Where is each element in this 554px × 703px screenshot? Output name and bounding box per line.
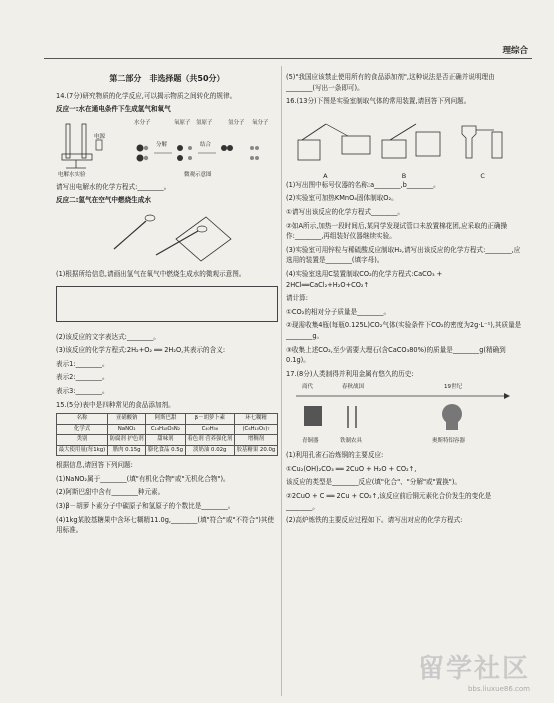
- q16-c1: ①CO₂的相对分子质量是________。: [286, 307, 391, 316]
- table-cell: C₄₀H₅₆: [185, 424, 234, 435]
- apparatus-label-a: A: [323, 172, 328, 181]
- table-cell: C₁₄H₁₈O₅N₂: [146, 424, 185, 435]
- part-title: 第二部分 非选择题（共50分）: [109, 74, 225, 83]
- apparatus-diagram: [286, 110, 522, 166]
- q16-s2b: ②如A所示,加热一段时间后,某同学发现试管口未放置棉花团,应采取的正确操作:________,再组装好仪器继续实验。: [286, 221, 508, 241]
- table-cell: (C₆H₁₀O₅)₇: [234, 424, 277, 435]
- subject-header: 理综合: [502, 46, 528, 56]
- table-cell: 膨化食品 0.5g: [146, 445, 185, 456]
- electrolysis-figure: [56, 118, 278, 178]
- q14-sub1: (1)根据所给信息,请画出氢气在氧气中燃烧生成水的微观示意图。: [56, 269, 246, 278]
- q17-stem: 17.(8分)人类制得并利用金属有悠久的历史:: [286, 369, 414, 378]
- q15-a1: (1)NaNO₂属于________(填"有机化合物"或"无机化合物")。: [56, 474, 230, 483]
- q15-intro: 根据信息,请回答下列问题:: [56, 461, 133, 470]
- fig-step-decompose: 分解: [156, 141, 168, 148]
- timeline-item-al: 奥斯特铝容器: [432, 438, 466, 445]
- table-row: [57, 424, 278, 435]
- watermark: [418, 648, 530, 693]
- fig-label-h-atom: 氢原子: [196, 119, 213, 126]
- table-cell: 甜味剂: [146, 435, 185, 446]
- q15-a2: (2)阿斯巴甜中含有________种元素。: [56, 488, 165, 497]
- fig-label-o-atom: 氧原子: [174, 119, 191, 126]
- q16-s2: (2)实验室可加热KMnO₄固体制取O₂。: [286, 194, 398, 203]
- table-cell: 化学式: [57, 424, 108, 435]
- timeline-shang: 商代: [302, 384, 314, 391]
- additive-table: [56, 413, 278, 456]
- q14-reaction-two: 反应二:氢气在空气中燃烧生成水: [56, 196, 151, 205]
- q14-reaction-one: 反应一:水在通电条件下生成氢气和氧气: [56, 105, 171, 114]
- q16-s4: (4)实验室选用C装置制取CO₂的化学方程式:CaCO₃ + 2HCl══CaCl₂+H₂O+CO₂↑: [286, 269, 443, 289]
- q14-meaning-2: 表示2:________。: [56, 373, 109, 382]
- q14-sub3: (3)该反应的化学方程式:2H₂+O₂ ══ 2H₂O,其表示的含义:: [56, 346, 226, 355]
- q14-meaning-3: 表示3:________。: [56, 386, 109, 395]
- q14-sub2: (2)该反应的文字表达式:________。: [56, 332, 160, 341]
- table-cell: 名称: [57, 414, 108, 425]
- table-cell: 防腐剂 护色剂: [108, 435, 146, 446]
- table-row: [57, 414, 278, 425]
- table-cell: 环七糊精: [234, 414, 277, 425]
- table-cell: 阿斯巴甜: [146, 414, 185, 425]
- table-cell: 淡奶油 0.02g: [185, 445, 234, 456]
- q16-s3: (3)实验室可用锌粒与稀硫酸反应制取H₂,请写出该反应的化学方程式:________,应选用的装置是________(填字母)。: [286, 245, 521, 265]
- fig-left-caption: 电解水实验: [58, 171, 86, 178]
- fig-label-o2: 氧分子: [252, 119, 269, 126]
- fig-label-h2: 氢分子: [228, 119, 245, 126]
- left-column: [56, 72, 278, 539]
- q16-s1: (1)写出图中标号仪器的名称:a________,b________。: [286, 180, 440, 189]
- q16-stem: 16.(13分)下图是实验室制取气体的常用装置,请回答下列问题。: [286, 97, 471, 106]
- table-cell: 着色剂 营养强化剂: [185, 435, 234, 446]
- q15-stem: 15.(5分)表中是四种常见的食品添加剂。: [56, 400, 175, 409]
- q15-a4: (4)1kg某胶基糖果中含环七糊精11.0g,________(填"符合"或"不符合")其使用标准。: [56, 515, 275, 535]
- table-cell: 亚硝酸钠: [108, 414, 146, 425]
- drawing-answer-box[interactable]: [56, 286, 278, 322]
- q14-stem: 14.(7分)研究物质的化学反应,可以揭示物质之间转化的规律。: [56, 91, 237, 100]
- q17-t1b: 该反应的类型是________反应(填"化合"、"分解"或"置换")。: [286, 478, 461, 487]
- combustion-diagram: [56, 209, 278, 265]
- watermark-url: bbs.liuxue86.com: [467, 685, 530, 693]
- table-row: [57, 435, 278, 446]
- fig-step-combine: 结合: [200, 141, 212, 148]
- q16-s2a: ①请写出该反应的化学方程式________。: [286, 207, 405, 216]
- combustion-figure: [56, 209, 278, 265]
- table-cell: 腊肉 0.15g: [108, 445, 146, 456]
- table-cell: 最大使用量(每1kg): [57, 445, 108, 456]
- q16-c2: ②现需收集4瓶(每瓶0.125L)CO₂气体(实验条件下CO₂的密度为2g·L⁻¹),其质量是________g。: [286, 321, 522, 340]
- header-rule: [44, 58, 532, 59]
- timeline-item-iron: 铁制农具: [340, 438, 363, 445]
- apparatus-label-b: B: [401, 172, 407, 181]
- table-cell: NaNO₂: [108, 424, 146, 435]
- q17-t1c: ②2CuO + C ══ 2Cu + CO₂↑,该反应前后铜元素化合价发生的变化是________。: [286, 492, 492, 511]
- column-divider: [281, 66, 282, 696]
- fig-power-label: 电源: [94, 133, 106, 140]
- apparatus-label-c: C: [480, 172, 485, 181]
- q17-t1a: ①Cu₂(OH)₂CO₃ ══ 2CuO + H₂O + CO₂↑,: [286, 464, 417, 473]
- q17-t2: (2)高炉炼铁的主要反应过程如下。请写出对应的化学方程式:: [286, 516, 463, 525]
- timeline-figure: [286, 382, 522, 446]
- timeline-item-bronze: 青铜器: [302, 438, 319, 445]
- table-cell: β－胡萝卜素: [185, 414, 234, 425]
- timeline-diagram: [286, 382, 522, 446]
- timeline-chunqiu: 春秋战国: [342, 384, 365, 391]
- q16-c3: ③收集上述CO₂,至少需要大理石(含CaCO₃80%)的质量是________g(精确到0.1g)。: [286, 345, 506, 365]
- table-cell: 类别: [57, 435, 108, 446]
- watermark-text: 留学社区: [417, 654, 530, 684]
- q16-calc: 请计算:: [286, 294, 309, 303]
- q14-electrolysis-equation: 请写出电解水的化学方程式:________。: [56, 182, 171, 191]
- q17-t1: (1)利用孔雀石冶炼铜的主要反应:: [286, 451, 384, 460]
- apparatus-figure: [286, 110, 522, 181]
- right-column: [286, 72, 522, 529]
- q14-meaning-1: 表示1:________。: [56, 359, 109, 368]
- table-cell: 胶基糖果 20.0g: [234, 445, 277, 456]
- q15-a3: (3)β－胡萝卜素分子中碳原子和氢原子的个数比是________。: [56, 501, 235, 510]
- timeline-19c: 19世纪: [444, 384, 462, 391]
- table-cell: 增稠剂: [234, 435, 277, 446]
- q15-a5: (5)"我国应该禁止使用所有的食品添加剂",这种说法是否正确并说明理由________(写出一条即可)。: [286, 73, 495, 92]
- apparatus-labels: [286, 171, 522, 182]
- table-row: [57, 445, 278, 456]
- fig-bottom-caption: 微观示意图: [184, 171, 212, 178]
- fig-label-water: 水分子: [134, 119, 151, 126]
